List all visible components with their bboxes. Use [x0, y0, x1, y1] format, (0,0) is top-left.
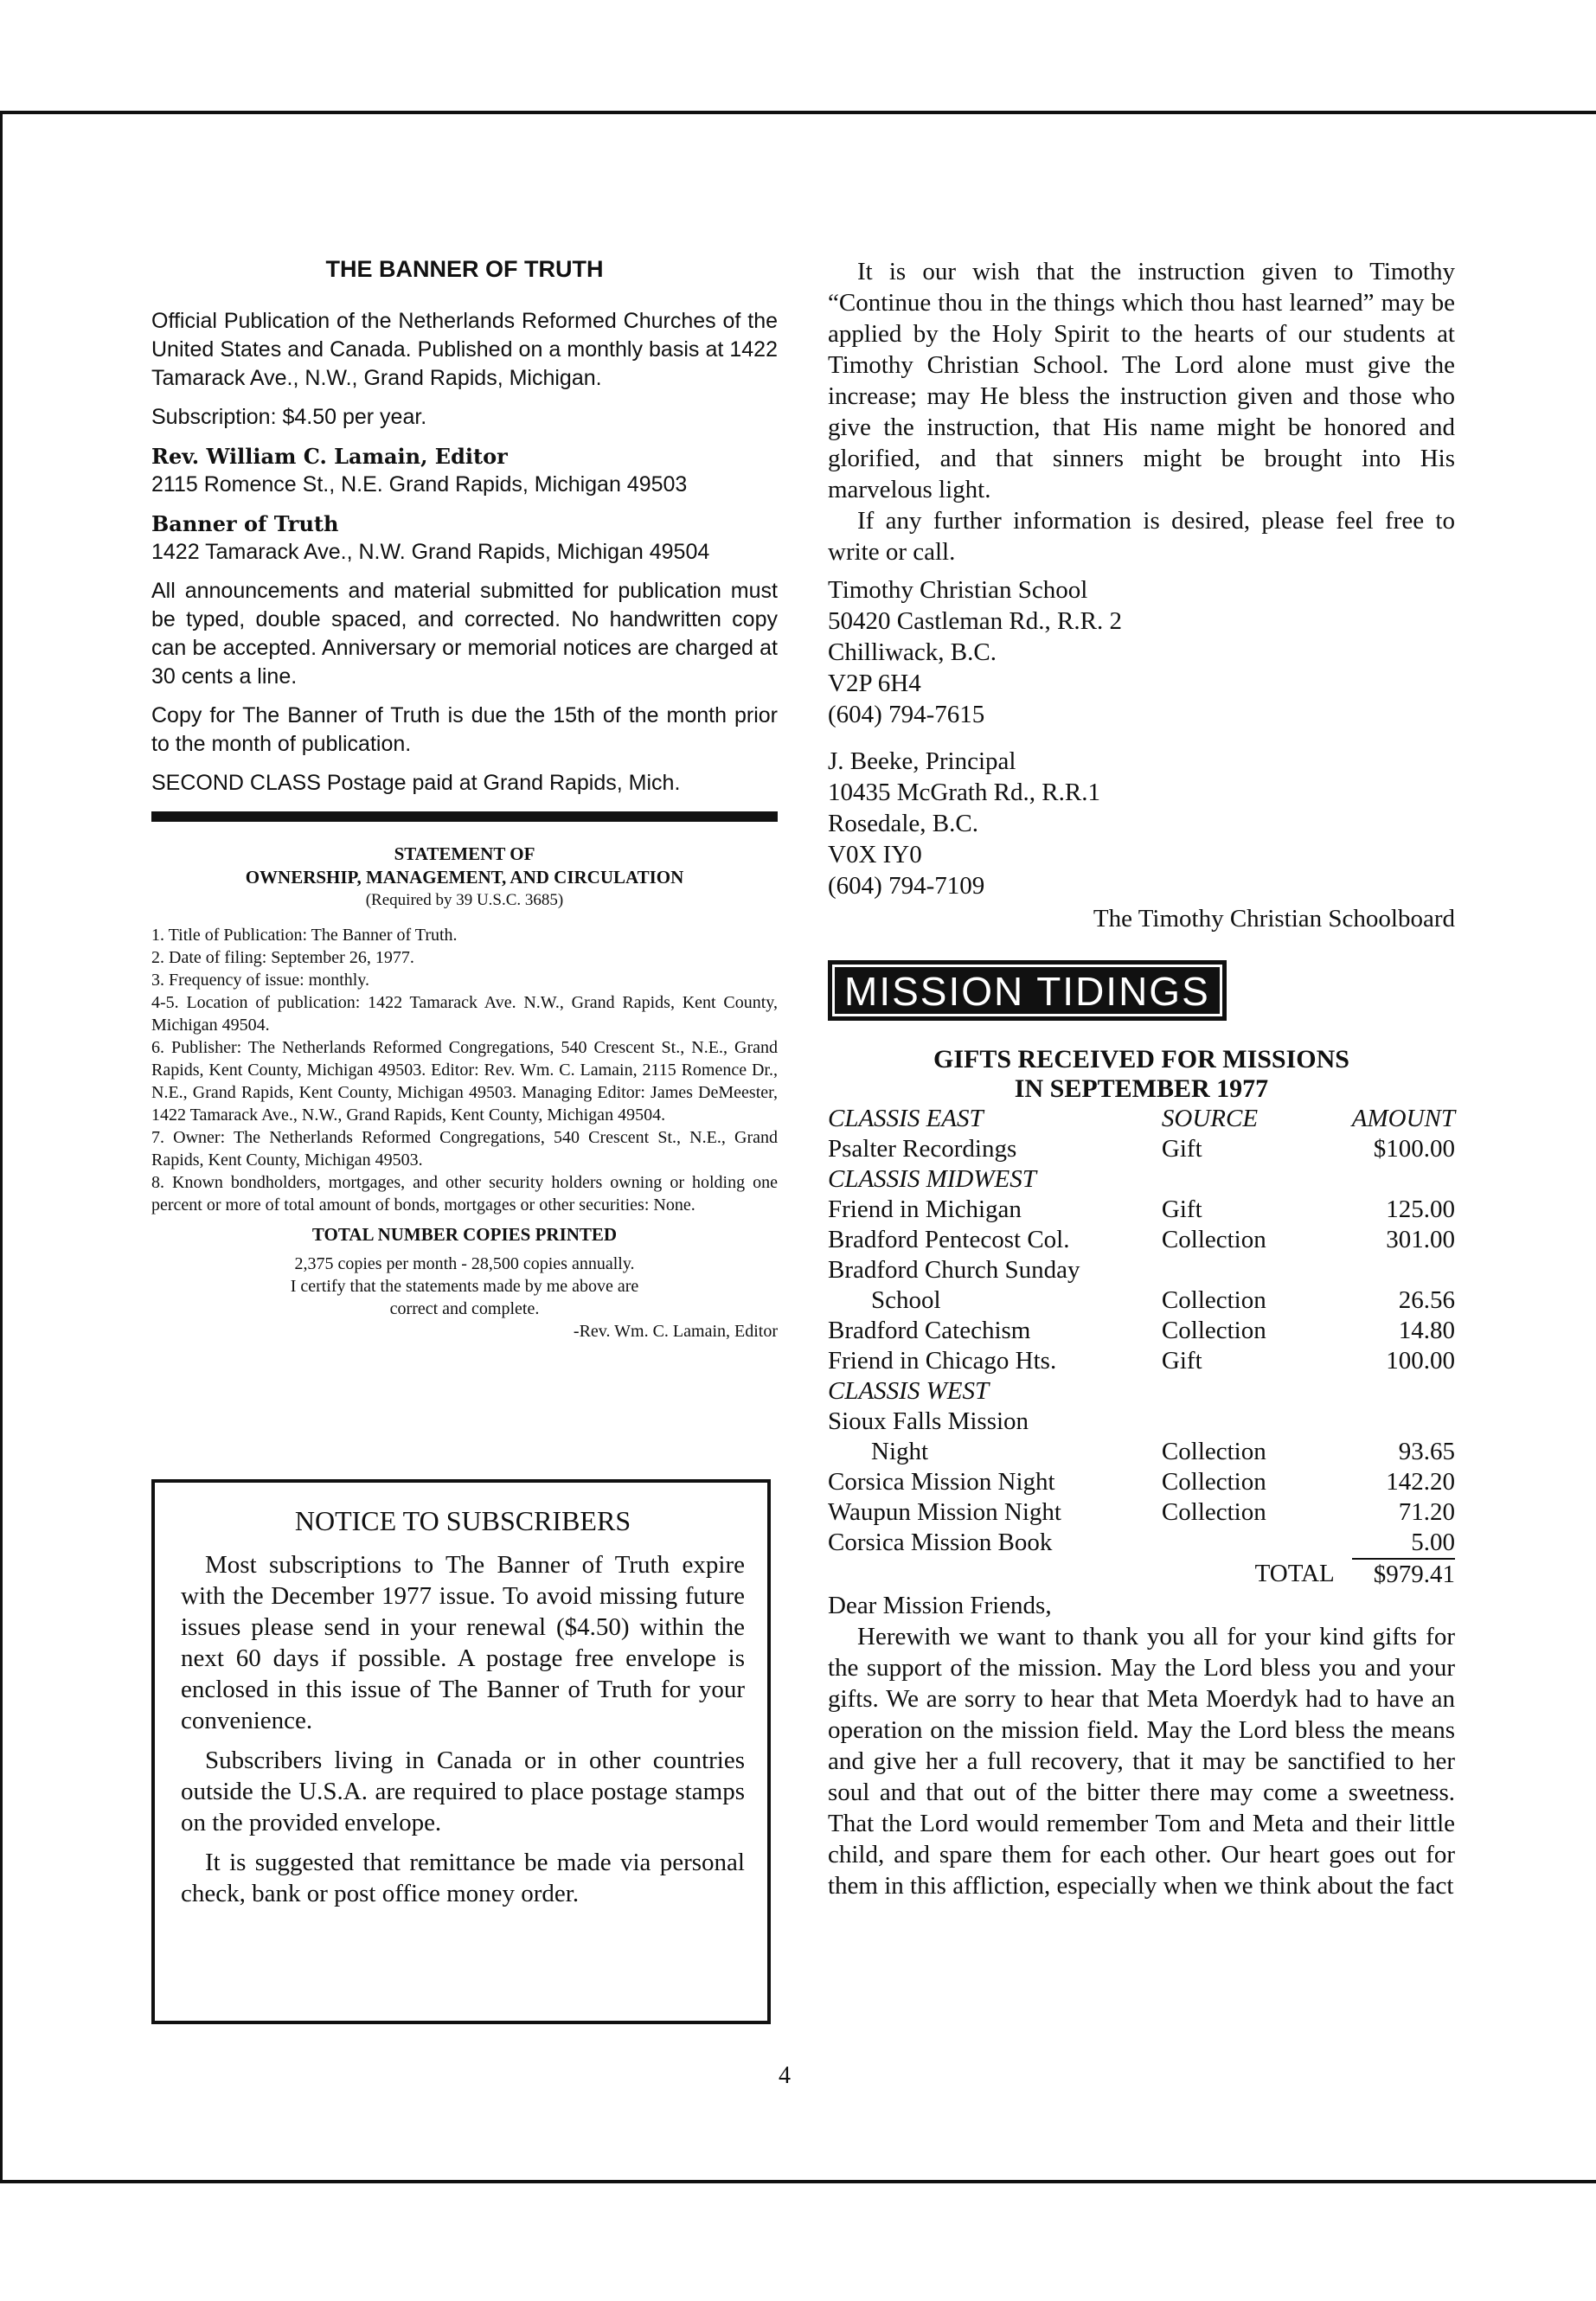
gift-amount: 71.20 — [1398, 1498, 1455, 1526]
address-line: V2P 6H4 — [828, 670, 921, 697]
gift-row — [828, 1497, 1455, 1528]
school-paragraph-1: It is our wish that the instruction given to Timothy “Continue thou in the things which thou hast learned” may be applied by the Holy Spirit to the hearts of our students at Timothy Christian School. The Lord alone must give the increase; may He bless the instruction given and those who give the instruction, that His name might be honored and glorified, and that sinners might be brought into His marvelous light. — [828, 258, 1455, 503]
total-amount: $979.41 — [1352, 1559, 1455, 1590]
gift-name: Corsica Mission Night — [828, 1468, 1055, 1496]
address-line: J. Beeke, Principal — [828, 747, 1016, 775]
gift-source — [1162, 1528, 1352, 1559]
notice-title: NOTICE TO SUBSCRIBERS — [294, 1505, 631, 1536]
gift-amount — [1352, 1255, 1455, 1285]
gift-row — [828, 1437, 1455, 1467]
gifts-title-2: IN SEPTEMBER 1977 — [1014, 1074, 1269, 1103]
gift-amount: 93.65 — [1398, 1438, 1455, 1465]
gift-row — [828, 1316, 1455, 1346]
notice-paragraph: Subscribers living in Canada or in other countries outside the U.S.A. are required to place postage stamps on the provided envelope. — [181, 1747, 745, 1836]
gift-source — [1162, 1255, 1352, 1285]
gift-source: Collection — [1161, 1438, 1266, 1465]
masthead-official: Official Publication of the Netherlands Reformed Churches of the United States and Canada. Published on a monthly basis at 1422 Tamarack Ave., N.W., Grand Rapids, Michigan. — [151, 309, 778, 390]
address-line: Timothy Christian School — [828, 576, 1088, 604]
statement-heading-2: OWNERSHIP, MANAGEMENT, AND CIRCULATION — [245, 867, 684, 888]
address-line: (604) 794-7615 — [828, 701, 985, 728]
gifts-section-row — [828, 1376, 1455, 1407]
gift-source — [1162, 1407, 1352, 1437]
notice-paragraph: It is suggested that remittance be made via personal check, bank or post office money order. — [181, 1849, 745, 1907]
masthead-office-name: Banner of Truth — [151, 511, 339, 536]
gift-row — [828, 1195, 1455, 1225]
address-line: 10435 McGrath Rd., R.R.1 — [828, 779, 1100, 806]
gift-source: Collection — [1161, 1498, 1266, 1526]
address-line: Rosedale, B.C. — [828, 810, 978, 837]
statement-item: 7. Owner: The Netherlands Reformed Congregations, 540 Crescent St., N.E., Grand Rapids, Kent County, Michigan 49503. — [151, 1128, 778, 1170]
statement-item: 1. Title of Publication: The Banner of Truth. — [151, 926, 458, 945]
statement-heading-1: STATEMENT OF — [394, 843, 535, 864]
statement-item: 6. Publisher: The Netherlands Reformed Congregations, 540 Crescent St., N.E., Grand Rapids, Kent County, Michigan 49503. Editor: Rev. Wm. C. Lamain, 2115 Romence Dr., N.E., Grand Rapids, Kent County, Michigan 49503. Managing Editor: James DeMeester, 1422 Tamarack Ave., N.W., Grand Rapids, Kent County, Michigan 49504. — [151, 1038, 778, 1125]
gift-amount: $100.00 — [1373, 1135, 1455, 1163]
statement-item: 8. Known bondholders, mortgages, and other security holders owning or holding one percent or more of total amount of bonds, mortgages or other securities: None. — [151, 1173, 778, 1215]
gift-row — [828, 1346, 1455, 1376]
gift-name: Bradford Church Sunday — [828, 1256, 1080, 1284]
gifts-header-row — [828, 1104, 1455, 1134]
masthead-editor-address: 2115 Romence St., N.E. Grand Rapids, Michigan 49503 — [151, 472, 688, 497]
masthead-title: THE BANNER OF TRUTH — [325, 256, 604, 282]
address-line: 50420 Castleman Rd., R.R. 2 — [828, 607, 1122, 635]
statement-copies: 2,375 copies per month - 28,500 copies annually. — [294, 1254, 635, 1273]
gift-source: Gift — [1161, 1195, 1202, 1223]
gift-source: Collection — [1161, 1468, 1266, 1496]
gift-amount: 5.00 — [1411, 1529, 1455, 1556]
gift-amount — [1352, 1407, 1455, 1437]
principal-address — [828, 746, 1455, 901]
address-line: V0X IY0 — [828, 841, 922, 868]
gift-amount: 125.00 — [1386, 1195, 1455, 1223]
gift-source: Collection — [1161, 1317, 1266, 1344]
classis-section-label: CLASSIS WEST — [828, 1377, 990, 1405]
gift-name: Night — [871, 1438, 929, 1465]
gifts-total-row — [828, 1559, 1455, 1590]
masthead-postage: SECOND CLASS Postage paid at Grand Rapids, Mich. — [151, 771, 681, 795]
gift-row — [828, 1407, 1455, 1437]
right-column — [828, 256, 1455, 1901]
gift-name: Sioux Falls Mission — [828, 1407, 1029, 1435]
gift-name: Friend in Michigan — [828, 1195, 1022, 1223]
gift-row — [828, 1134, 1455, 1164]
gift-row — [828, 1225, 1455, 1255]
statement-required: (Required by 39 U.S.C. 3685) — [365, 891, 564, 909]
left-edge-rule — [0, 114, 3, 2180]
bottom-rule — [0, 2180, 1596, 2183]
gift-amount: 100.00 — [1386, 1347, 1455, 1375]
gift-row — [828, 1255, 1455, 1285]
gift-source: Gift — [1161, 1135, 1202, 1163]
gift-source: Gift — [1161, 1347, 1202, 1375]
mission-letter: Herewith we want to thank you all for your kind gifts for the support of the mission. May the Lord bless you and your gifts. We are sorry to hear that Meta Moerdyk had to have an operation on the mission field. May the Lord bless the means and give her a full recovery, that it may be sanctified to her soul and that out of the bitter there may come a sweetness. That the Lord would remember Tom and Meta and their little child, and spare them for each other. Our heart goes out for them in this affliction, especially when we think about the fact — [828, 1623, 1455, 1900]
gifts-title-1: GIFTS RECEIVED FOR MISSIONS — [933, 1045, 1349, 1074]
gift-name: Bradford Pentecost Col. — [828, 1226, 1070, 1253]
address-line: (604) 794-7109 — [828, 872, 985, 900]
notice-to-subscribers-box — [151, 1479, 771, 2024]
masthead-copy-due: Copy for The Banner of Truth is due the 15th of the month prior to the month of publication. — [151, 703, 778, 756]
column-header-amount: AMOUNT — [1351, 1105, 1455, 1132]
mission-tidings-banner: MISSION TIDINGS — [828, 960, 1227, 1021]
top-rule — [0, 111, 1596, 114]
gifts-section-row — [828, 1164, 1455, 1195]
gift-name: School — [871, 1286, 941, 1314]
gift-row — [828, 1528, 1455, 1559]
gift-name: Waupun Mission Night — [828, 1498, 1061, 1526]
masthead — [151, 256, 778, 798]
school-address — [828, 574, 1455, 730]
statement-total-heading: TOTAL NUMBER COPIES PRINTED — [311, 1224, 618, 1245]
masthead-subscription: Subscription: $4.50 per year. — [151, 405, 427, 429]
gift-amount: 301.00 — [1386, 1226, 1455, 1253]
gift-name: Friend in Chicago Hts. — [828, 1347, 1057, 1375]
gift-amount: 26.56 — [1398, 1286, 1455, 1314]
column-header-source: SOURCE — [1161, 1105, 1259, 1132]
mission-greeting: Dear Mission Friends, — [828, 1592, 1052, 1619]
section-divider-bar — [151, 811, 778, 822]
total-label: TOTAL — [1254, 1560, 1335, 1587]
column-header-classis: CLASSIS EAST — [828, 1105, 984, 1132]
gift-row — [828, 1285, 1455, 1316]
gift-amount: 142.20 — [1386, 1468, 1455, 1496]
statement-item: 4-5. Location of publication: 1422 Tamarack Ave. N.W., Grand Rapids, Kent County, Michigan 49504. — [151, 993, 778, 1035]
statement-certify-2: correct and complete. — [389, 1299, 540, 1318]
gift-name: Bradford Catechism — [828, 1317, 1031, 1344]
gift-source: Collection — [1161, 1286, 1266, 1314]
statement-certify-1: I certify that the statements made by me above are — [290, 1277, 639, 1296]
masthead-editor-name: Rev. William C. Lamain, Editor — [151, 444, 508, 469]
notice-paragraph: Most subscriptions to The Banner of Truth expire with the December 1977 issue. To avoid missing future issues please send in your renewal ($4.50) within the next 60 days if possible. A postage free envelope is enclosed in this issue of The Banner of Truth for your convenience. — [181, 1551, 745, 1734]
school-paragraph-2: If any further information is desired, please feel free to write or call. — [828, 507, 1455, 566]
ownership-statement — [151, 843, 778, 1343]
gift-name: Corsica Mission Book — [828, 1529, 1053, 1556]
gift-source: Collection — [1161, 1226, 1266, 1253]
masthead-office-address: 1422 Tamarack Ave., N.W. Grand Rapids, Michigan 49504 — [151, 540, 710, 564]
classis-section-label: CLASSIS MIDWEST — [828, 1165, 1036, 1193]
left-column — [151, 256, 778, 1343]
address-line: Chilliwack, B.C. — [828, 638, 997, 666]
schoolboard-signoff: The Timothy Christian Schoolboard — [1093, 905, 1455, 933]
gift-amount: 14.80 — [1398, 1317, 1455, 1344]
gift-row — [828, 1467, 1455, 1497]
page-number: 4 — [779, 2062, 791, 2089]
statement-item: 2. Date of filing: September 26, 1977. — [151, 948, 414, 967]
gifts-table — [828, 1104, 1455, 1590]
statement-item: 3. Frequency of issue: monthly. — [151, 971, 370, 990]
statement-signature: -Rev. Wm. C. Lamain, Editor — [573, 1322, 778, 1341]
masthead-announcements: All announcements and material submitted for publication must be typed, double spaced, and corrected. No handwritten copy can be accepted. Anniversary or memorial notices are charged at 30 cents a line. — [151, 579, 778, 689]
gift-name: Psalter Recordings — [828, 1135, 1017, 1163]
